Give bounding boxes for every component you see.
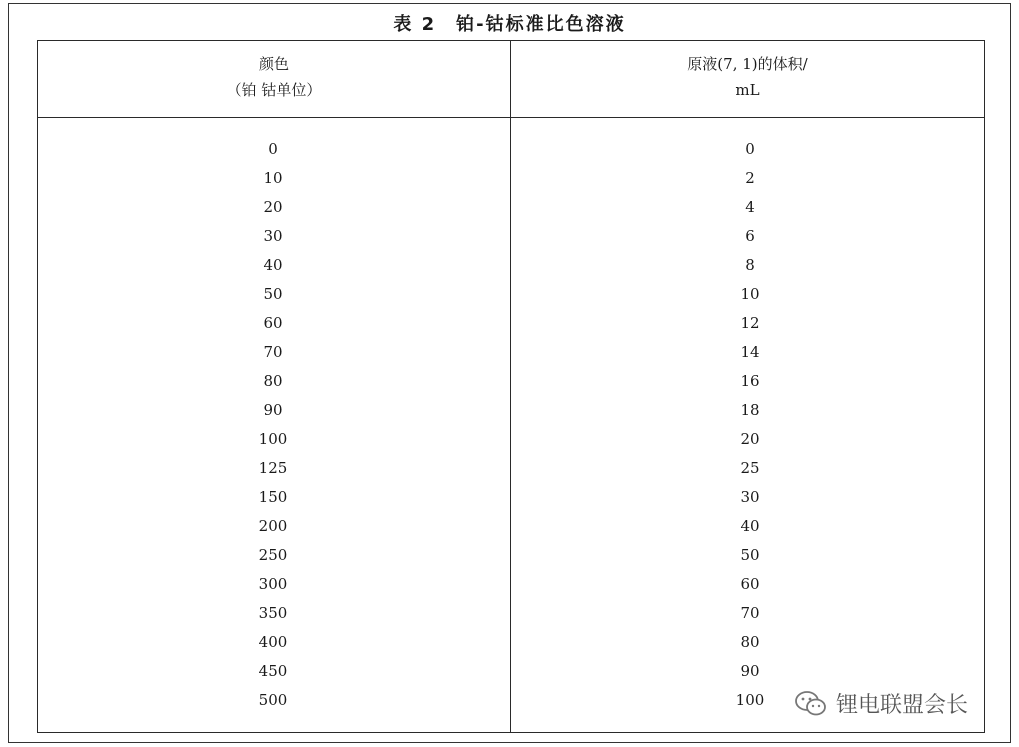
header-color (38, 51, 510, 103)
header-volume-unit: mL (735, 81, 760, 99)
volume-cell: 2 (745, 169, 755, 187)
color-cell: 30 (263, 227, 283, 245)
watermark (790, 688, 972, 719)
color-cell: 50 (263, 285, 283, 303)
volume-cell: 80 (740, 633, 760, 651)
header-color-unit: （铂 钴单位） (226, 81, 322, 99)
volume-cell: 25 (740, 459, 760, 477)
volume-cell: 50 (740, 546, 760, 564)
wechat-icon (794, 690, 828, 718)
color-cell: 400 (258, 633, 288, 651)
volume-cell: 16 (740, 372, 760, 390)
volume-cell: 70 (740, 604, 760, 622)
volume-cell: 40 (740, 517, 760, 535)
volume-cell: 0 (745, 140, 755, 158)
volume-cell: 8 (745, 256, 755, 274)
color-column (233, 135, 313, 715)
volume-column (710, 135, 790, 715)
color-cell: 125 (258, 459, 288, 477)
color-cell: 70 (263, 343, 283, 361)
color-cell: 100 (258, 430, 288, 448)
table-title: 表 2 铂-钴标准比色溶液 (393, 14, 626, 35)
color-cell: 90 (263, 401, 283, 419)
color-cell: 300 (258, 575, 288, 593)
volume-cell: 18 (740, 401, 760, 419)
volume-cell: 12 (740, 314, 760, 332)
column-divider (510, 41, 511, 732)
volume-cell: 30 (740, 488, 760, 506)
data-table (37, 40, 985, 733)
color-cell: 500 (258, 691, 288, 709)
color-cell: 450 (258, 662, 288, 680)
header-volume (511, 51, 984, 103)
volume-cell: 6 (745, 227, 755, 245)
volume-cell: 4 (745, 198, 755, 216)
color-cell: 200 (258, 517, 288, 535)
color-cell: 10 (263, 169, 283, 187)
header-volume-label: 原液(7, 1)的体积/ (687, 55, 808, 73)
color-cell: 350 (258, 604, 288, 622)
color-cell: 60 (263, 314, 283, 332)
volume-cell: 20 (740, 430, 760, 448)
watermark-text: 锂电联盟会长 (836, 693, 969, 718)
color-cell: 150 (258, 488, 288, 506)
volume-cell: 10 (740, 285, 760, 303)
color-cell: 20 (263, 198, 283, 216)
volume-cell: 90 (740, 662, 760, 680)
color-cell: 80 (263, 372, 283, 390)
volume-cell: 60 (740, 575, 760, 593)
color-cell: 40 (263, 256, 283, 274)
volume-cell: 100 (735, 691, 765, 709)
header-divider (38, 117, 984, 118)
color-cell: 0 (268, 140, 278, 158)
header-color-label: 颜色 (258, 55, 289, 73)
volume-cell: 14 (740, 343, 760, 361)
color-cell: 250 (258, 546, 288, 564)
